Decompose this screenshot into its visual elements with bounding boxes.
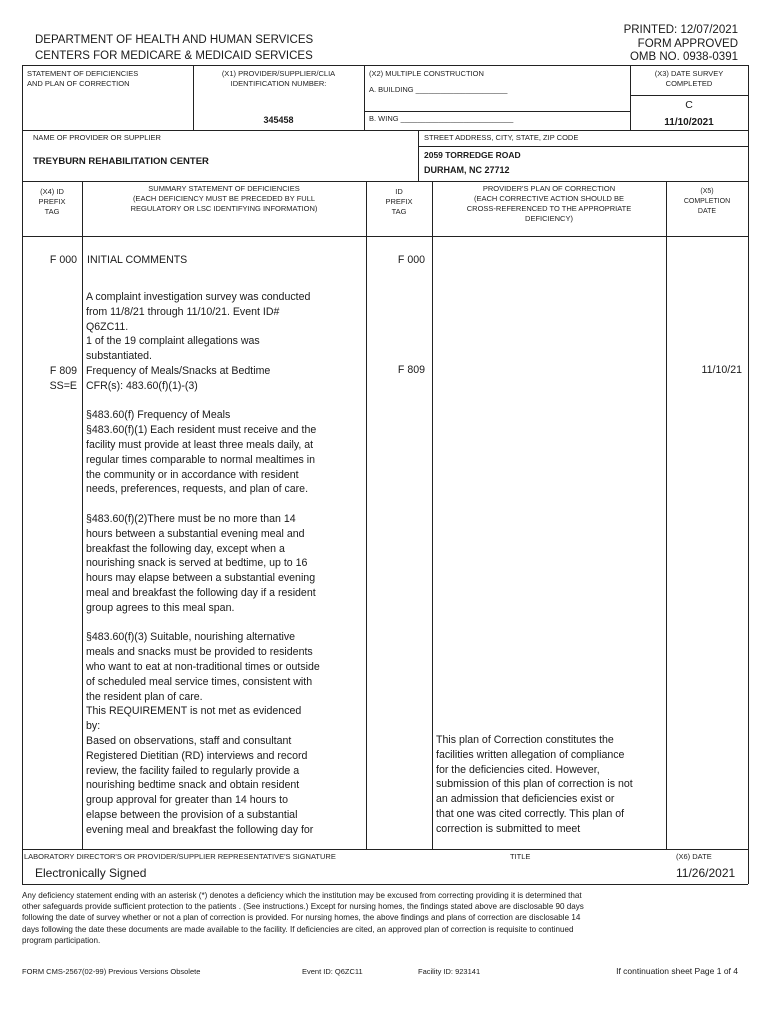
id-prefix-header: ID PREFIX TAG <box>385 187 413 216</box>
form-number: FORM CMS-2567(02-99) Previous Versions Obsolete <box>22 967 201 976</box>
x2-label: (X2) MULTIPLE CONSTRUCTION <box>369 69 484 78</box>
survey-completed-date: 11/10/2021 <box>664 117 714 128</box>
signature-value: Electronically Signed <box>35 866 147 880</box>
city-state-zip: DURHAM, NC 27712 <box>424 165 510 175</box>
f809-completion-date: 11/10/21 <box>701 364 742 376</box>
omb-number: OMB NO. 0938-0391 <box>629 51 738 63</box>
x3-label: (X3) DATE SURVEY COMPLETED <box>654 69 724 88</box>
facility-id: Facility ID: 923141 <box>418 967 481 976</box>
page-indicator: If continuation sheet Page 1 of 4 <box>616 966 738 976</box>
provider-id-number: 345458 <box>263 115 294 125</box>
provider-name-label: NAME OF PROVIDER OR SUPPLIER <box>33 133 161 142</box>
survey-code: C <box>685 99 693 111</box>
deficiency-statement-text: A complaint investigation survey was conducted from 11/8/21 through 11/10/21. Event ID# Q6ZC11. 1 of the 19 complaint allegations was substantiated. Frequency of Meals/Snacks at Bedtime CFR(s): 483.60(f)(1)-(3) §483.60(f) Frequency of Meals §483.60(f)(1) Each resident must receive and the facility must provide at least three meals daily, at regular times comparable to normal mealtimes in the community or in accordance with resident needs, preferences, requests, and plan of care. §483.60(f)(2)There must be no more than 14 hours between a substantial evening meal and breakfast the following day, except when a nourishing snack is served at bedtime, up to 16 hours may elapse between a substantial evening meal and breakfast the following day if a resident group agrees to this meal span. §483.60(f)(3) Suitable, nourishing alternative meals and snacks must be provided to residents who want to eat at non-traditional times or outside of scheduled meal service times, consistent with the resident plan of care. This REQUIREMENT is not met as evidenced by: Based on observations, staff and consultant Registered Dietitian (RD) interviews and record review, the facility failed to regularly provide a nourishing bedtime snack and obtain resident group approval for greater than 14 hours to elapse between the provision of a substantial evening meal and breakfast the following day for <box>86 291 320 836</box>
x1-label: (X1) PROVIDER/SUPPLIER/CLIA IDENTIFICATION NUMBER: <box>221 69 336 88</box>
provider-name: TREYBURN REHABILITATION CENTER <box>33 156 209 167</box>
title-label: TITLE <box>510 852 531 861</box>
f000-id-tag: F 000 <box>397 254 425 266</box>
x6-date-label: (X6) DATE <box>676 852 712 861</box>
address-label: STREET ADDRESS, CITY, STATE, ZIP CODE <box>424 133 579 142</box>
department-title: DEPARTMENT OF HEALTH AND HUMAN SERVICES <box>35 34 314 46</box>
x5-header: (X5) COMPLETION DATE <box>683 188 731 215</box>
statement-label: STATEMENT OF DEFICIENCIES AND PLAN OF CORRECTION <box>27 69 139 88</box>
street-address: 2059 TORREDGE ROAD <box>424 150 521 160</box>
form-approved: FORM APPROVED <box>637 37 738 50</box>
centers-title: CENTERS FOR MEDICARE & MEDICAID SERVICES <box>35 49 313 62</box>
signature-label: LABORATORY DIRECTOR'S OR PROVIDER/SUPPLIER REPRESENTATIVE'S SIGNATURE <box>24 852 336 861</box>
x4-prefix-header: (X4) ID PREFIX TAG <box>38 187 66 216</box>
signature-date: 11/26/2021 <box>676 866 736 880</box>
disclaimer-text: Any deficiency statement ending with an asterisk (*) denotes a deficiency which the institution may be excused from correcting providing it is determined that other safeguards provide sufficient protection to the patients . (See instructions.) Except for nursing homes, the findings stated above are disclosable 90 days following the date of survey whether or not a plan of correction is provided. For nursing homes, the above findings and plans of correction are disclosable 14 days following the date these documents are made available to the facility. If deficiencies are cited, an approved plan of correction is requisite to continued program participation. <box>22 891 584 945</box>
plan-of-correction-text: This plan of Correction constitutes the facilities written allegation of compliance for the deficiencies cited. However, submission of this plan of correction is not an admission that deficiencies exist or that one was cited correctly. This plan of correction is submitted to meet <box>436 734 633 835</box>
initial-comments-title: INITIAL COMMENTS <box>87 254 188 266</box>
f809-id-tag: F 809 <box>397 364 425 376</box>
f000-prefix-tag: F 000 <box>49 254 77 266</box>
wing-line: B. WING ___________________________ <box>369 114 514 123</box>
summary-header: SUMMARY STATEMENT OF DEFICIENCIES (EACH DEFICIENCY MUST BE PRECEDED BY FULL REGULATORY OR LSC IDENTIFYING INFORMATION) <box>130 184 318 213</box>
f809-prefix-tag: F 809 SS=E <box>49 365 77 392</box>
printed-date: PRINTED: 12/07/2021 <box>623 24 738 36</box>
event-id: Event ID: Q6ZC11 <box>302 967 363 976</box>
building-line: A. BUILDING ______________________ <box>369 85 508 94</box>
plan-header: PROVIDER'S PLAN OF CORRECTION (EACH CORRECTIVE ACTION SHOULD BE CROSS-REFERENCED TO THE APPROPRIATE DEFICIENCY) <box>466 184 632 223</box>
